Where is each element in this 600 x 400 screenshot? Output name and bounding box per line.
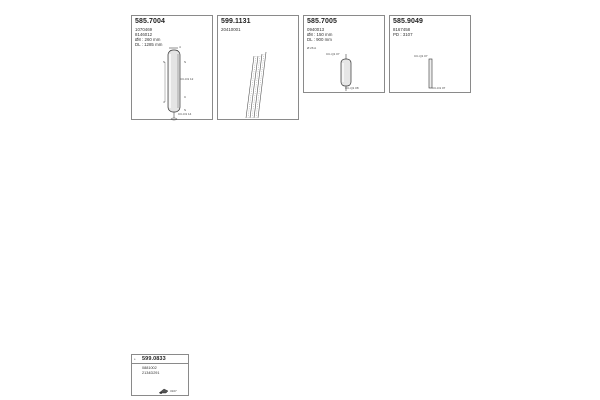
ref-line: 0881002 xyxy=(142,366,157,370)
label-dimension: S xyxy=(163,60,166,64)
label-band: CC-D1 14 xyxy=(178,112,192,116)
label-clamp-bottom: CC-D1 07 xyxy=(432,86,446,90)
part-card-585-7005 xyxy=(303,15,385,93)
part-number: 585.7005 xyxy=(307,18,337,25)
label-section: Ø 26 A xyxy=(307,46,317,50)
label-dimension: S xyxy=(184,108,187,112)
part-card-585-7004 xyxy=(131,15,213,120)
marker-asterisk: * xyxy=(134,357,136,362)
flexible-pipe-drawing xyxy=(240,48,270,120)
part-card-599-1131 xyxy=(217,15,299,120)
ref-line: PD : 3107 xyxy=(393,32,413,37)
diameter-line: Ø8 : 260 mm xyxy=(135,37,161,42)
inlet-flange xyxy=(171,118,177,120)
ref-line: 2134D291 xyxy=(142,371,160,375)
part-card-599-0833 xyxy=(131,354,189,396)
label-dimension: C xyxy=(184,95,187,99)
ref-line: 0940013 xyxy=(307,27,325,32)
label-clamp: CC-D1 12 xyxy=(180,77,194,81)
label-part: 3107 xyxy=(170,389,177,393)
label-clamp-top: CC-Q1 07 xyxy=(326,52,340,56)
length-line: DL : 1285 mm xyxy=(135,42,163,47)
part-number: 599.0833 xyxy=(142,356,166,362)
diameter-line: Ø8 : 150 mm xyxy=(307,32,333,37)
label-dimension: 4 xyxy=(163,100,165,104)
ref-line: 8167458 xyxy=(393,27,411,32)
label-dimension: 4 xyxy=(179,45,181,49)
ref-line: 1070469 xyxy=(135,27,153,32)
length-line: DL : 900 mm xyxy=(307,37,332,42)
pipe-body xyxy=(429,59,432,88)
clamp-icon xyxy=(158,387,170,395)
label-clamp-top: CC-Q1 07 xyxy=(414,54,428,58)
part-number: 599.1131 xyxy=(221,18,251,25)
part-number: 585.7004 xyxy=(135,18,165,25)
label-clamp-bottom: CC-Q1 08 xyxy=(345,86,359,90)
part-card-585-9049 xyxy=(389,15,471,93)
ref-line: 8146012 xyxy=(135,32,153,37)
part-number: 585.9049 xyxy=(393,18,423,25)
label-dimension: S xyxy=(184,60,187,64)
ref-line: 20410001 xyxy=(221,27,241,32)
